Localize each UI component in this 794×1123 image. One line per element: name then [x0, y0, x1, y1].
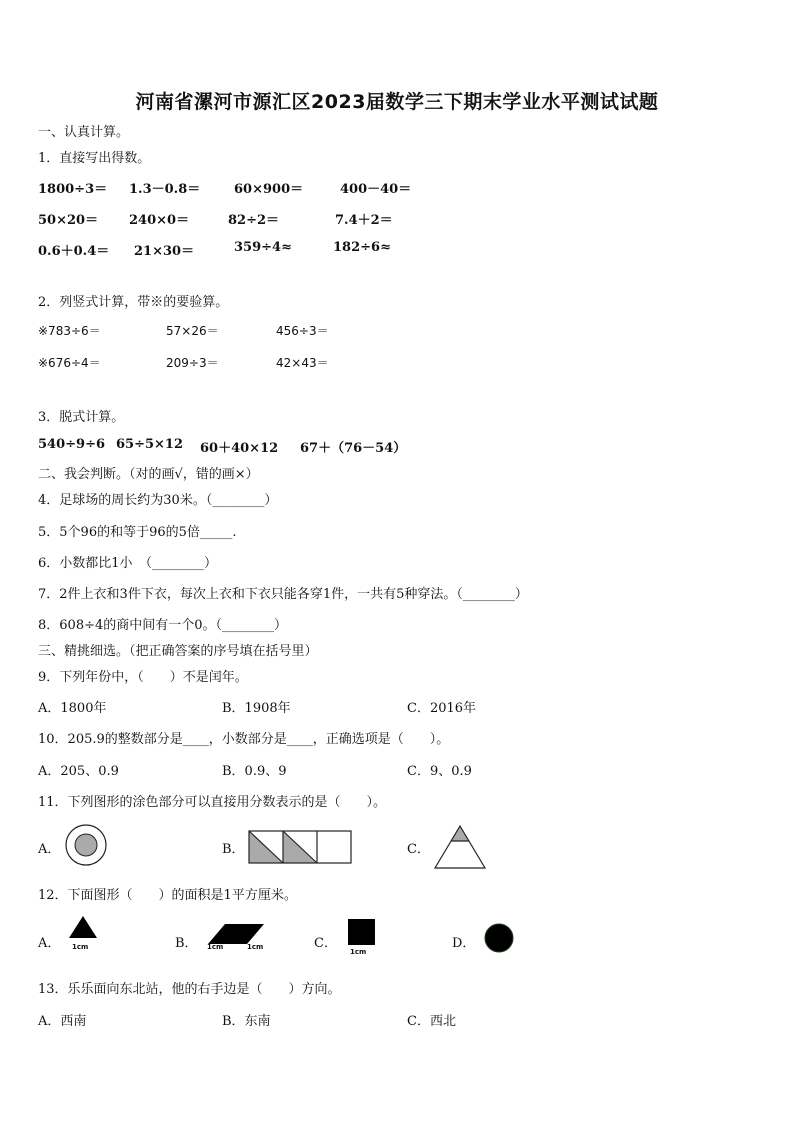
option-b: B． [222, 842, 245, 857]
option-c: C．西北 [407, 1014, 456, 1029]
unit-label: 1cm [350, 948, 367, 956]
section-heading-1: 一、认真计算。 [38, 125, 130, 140]
black-parallelogram-icon [207, 923, 265, 945]
page-title: 河南省漯河市源汇区2023届数学三下期末学业水平测试试题 [135, 91, 659, 113]
vertical-calc-item: ※676÷4＝ [38, 356, 101, 370]
option-c: C． [314, 936, 337, 951]
rectangle-strip-figure-icon [248, 830, 352, 864]
calc-item: 240×0＝ [129, 213, 190, 228]
option-a: A． [38, 842, 61, 857]
question-13: 13．乐乐面向东北站，他的右手边是（ ）方向。 [38, 982, 341, 997]
judge-item: 7．2件上衣和3件下衣，每次上衣和下衣只能各穿1件，一共有5种穿法。（________） [38, 587, 528, 602]
option-b: B．1908年 [222, 701, 291, 716]
question-10: 10．205.9的整数部分是____，小数部分是____，正确选项是（ ）。 [38, 732, 450, 747]
black-circle-icon [484, 923, 514, 953]
vertical-calc-item: 57×26＝ [166, 324, 219, 338]
unit-label: 1cm [72, 943, 89, 951]
judge-item: 4．足球场的周长约为30米。（________） [38, 493, 278, 508]
judge-item: 5．5个96的和等于96的5倍_____. [38, 525, 237, 540]
vertical-calc-item: 42×43＝ [276, 356, 329, 370]
option-a: A． [38, 936, 61, 951]
expression-item: 67＋（76－54） [300, 441, 407, 456]
option-a: A．西南 [38, 1014, 87, 1029]
section-heading-2: 二、我会判断。（对的画√，错的画×） [38, 467, 259, 482]
calc-item: 7.4＋2＝ [335, 213, 393, 228]
vertical-calc-item: 209÷3＝ [166, 356, 219, 370]
question-2-label: 2．列竖式计算，带※的要验算。 [38, 295, 229, 310]
vertical-calc-item: 456÷3＝ [276, 324, 329, 338]
calc-item: 1.3－0.8＝ [129, 182, 201, 197]
triangle-figure-icon [434, 825, 486, 869]
judge-item: 6．小数都比1小 （________） [38, 556, 218, 571]
calc-item: 182÷6≈ [333, 240, 391, 255]
question-9: 9．下列年份中，（ ）不是闰年。 [38, 670, 248, 685]
expression-item: 60＋40×12 [200, 441, 279, 456]
option-d: D． [452, 936, 476, 951]
option-a: A．1800年 [38, 701, 107, 716]
vertical-calc-item: ※783÷6＝ [38, 324, 101, 338]
option-a: A．205、0.9 [38, 764, 119, 779]
calc-item: 82÷2＝ [228, 213, 280, 228]
option-b: B．东南 [222, 1014, 271, 1029]
option-b: B． [175, 936, 198, 951]
calc-item: 60×900＝ [234, 182, 304, 197]
option-c: C．9、0.9 [407, 764, 472, 779]
option-c: C．2016年 [407, 701, 477, 716]
unit-label: 1cm [247, 943, 264, 951]
calc-item: 400－40＝ [340, 182, 412, 197]
calc-item: 50×20＝ [38, 213, 99, 228]
question-1-label: 1．直接写出得数。 [38, 151, 151, 166]
calc-item: 359÷4≈ [234, 240, 292, 255]
calc-item: 21×30＝ [134, 244, 195, 259]
expression-item: 540÷9÷6 [38, 437, 106, 452]
option-c: C． [407, 842, 430, 857]
question-12: 12．下面图形（ ）的面积是1平方厘米。 [38, 888, 297, 903]
unit-label: 1cm [207, 943, 224, 951]
black-square-icon [347, 918, 377, 946]
expression-item: 65÷5×12 [116, 437, 184, 452]
circle-figure-icon [64, 823, 108, 867]
question-3-label: 3．脱式计算。 [38, 410, 125, 425]
question-11: 11．下列图形的涂色部分可以直接用分数表示的是（ ）。 [38, 795, 387, 810]
option-b: B．0.9、9 [222, 764, 287, 779]
section-heading-3: 三、精挑细选。（把正确答案的序号填在括号里） [38, 644, 318, 659]
judge-item: 8．608÷4的商中间有一个0。（________） [38, 618, 288, 633]
black-triangle-icon [67, 916, 99, 940]
calc-item: 1800÷3＝ [38, 182, 108, 197]
calc-item: 0.6＋0.4＝ [38, 244, 110, 259]
